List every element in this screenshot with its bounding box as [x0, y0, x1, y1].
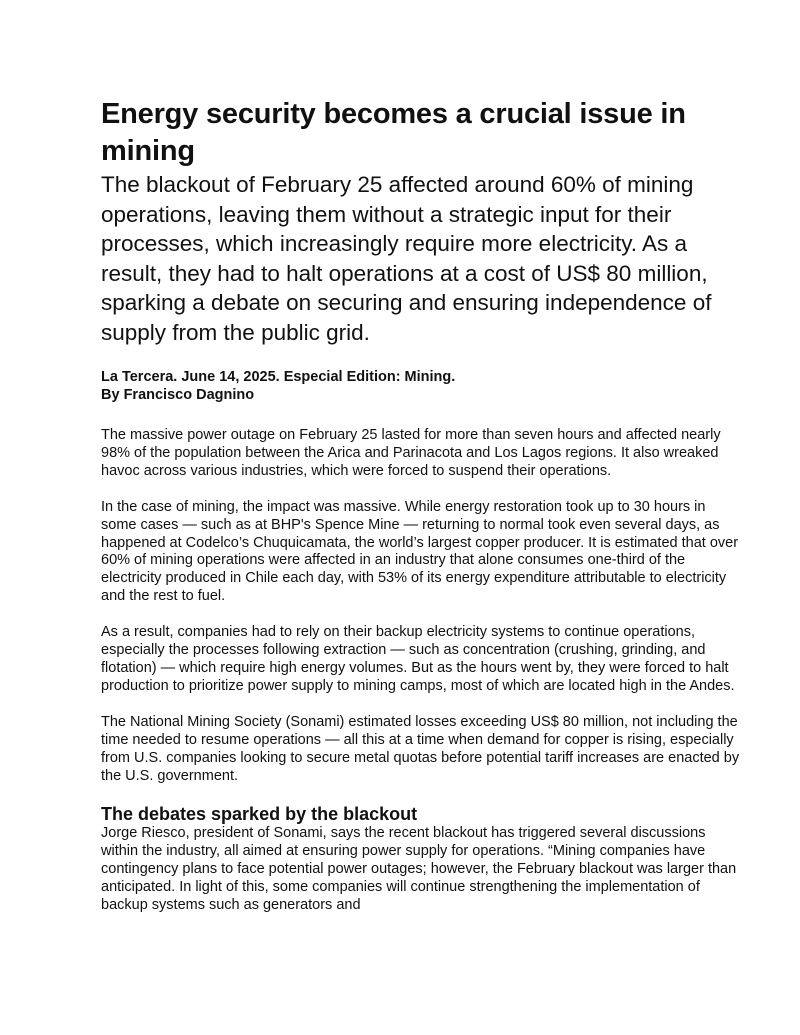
- article-subtitle: The blackout of February 25 affected around 60% of mining operations, leaving them without a strategic input for their processes, which increasingly require more electricity. As a result, they had to halt operations at a cost of US$ 80 million, sparking a debate on securing and ensuring independence of supply from the public grid.: [101, 172, 712, 345]
- article-title: Energy security becomes a crucial issue in mining: [101, 98, 686, 167]
- section-heading: The debates sparked by the blackout: [101, 804, 418, 825]
- paragraph-1: The massive power outage on February 25 lasted for more than seven hours and affected nearly 98% of the population between the Arica and Parinacota and Los Lagos regions. It also wreaked havoc across various industries, which were forced to suspend their operations.: [101, 427, 721, 479]
- source-line: La Tercera. June 14, 2025. Especial Edition: Mining.: [101, 369, 456, 385]
- article-meta: [101, 368, 741, 404]
- paragraph-3: As a result, companies had to rely on their backup electricity systems to continue operations, especially the processes following extraction — such as concentration (crushing, grinding, and flotation) — which require high energy volumes. But as the hours went by, they were forced to halt production to prioritize power supply to mining camps, most of which are located high in the Andes.: [101, 624, 735, 694]
- section-paragraph: Jorge Riesco, president of Sonami, says the recent blackout has triggered several discussions within the industry, all aimed at ensuring power supply for operations. “Mining companies have contingency plans to face potential power outages; however, the February blackout was larger than anticipated. In light of this, some companies will continue strengthening the implementation of backup systems such as generators and: [101, 825, 737, 914]
- byline: By Francisco Dagnino: [101, 387, 255, 403]
- paragraph-4: The National Mining Society (Sonami) estimated losses exceeding US$ 80 million, not including the time needed to resume operations — all this at a time when demand for copper is rising, especially from U.S. companies looking to secure metal quotas before potential tariff increases are enacted by the U.S. government.: [101, 713, 740, 784]
- article: [101, 96, 741, 915]
- paragraph-2: In the case of mining, the impact was massive. While energy restoration took up to 30 hours in some cases — such as at BHP's Spence Mine — returning to normal took even several days, as happened at Codelco’s Chuquicamata, the world’s largest copper producer. It is estimated that over 60% of mining operations were affected in an industry that alone consumes one-third of the electricity produced in Chile each day, with 53% of its energy expenditure attributable to electricity and the rest to fuel.: [101, 498, 739, 605]
